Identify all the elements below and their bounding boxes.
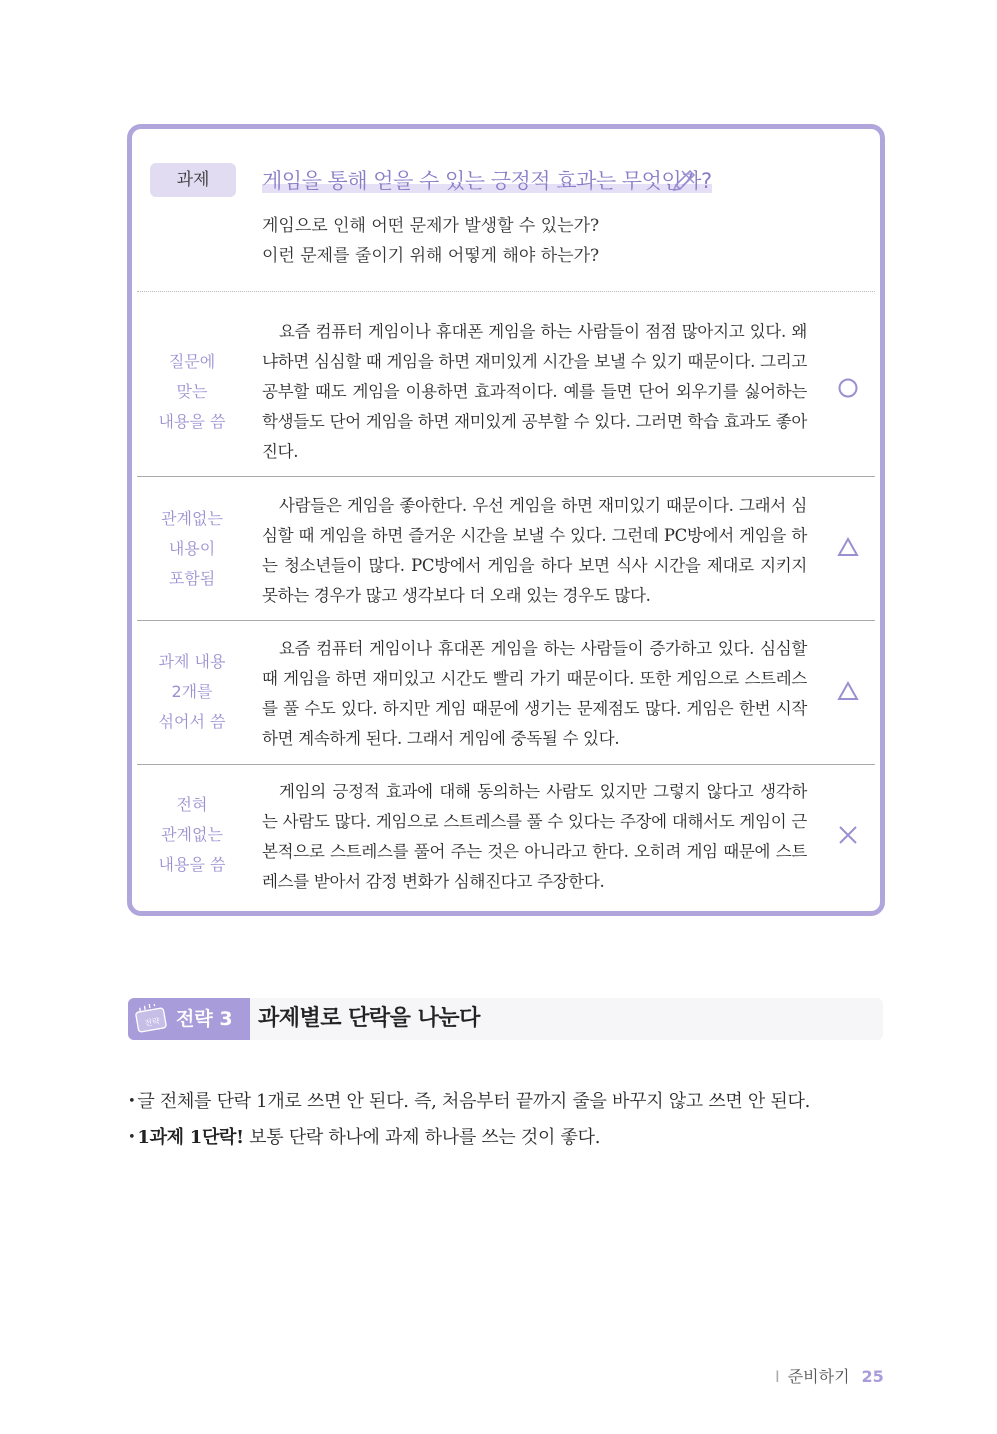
strategy-label: 전략 3 [176, 1008, 233, 1030]
example-paragraph-text: 사람들은 게임을 좋아한다. 우선 게임을 하면 재미있기 때문이다. 그래서 심심할 때 게임을 하면 즐거운 시간을 보낼 수 있다. 그런데 PC방에서 게임을 하는 청소년들이 많다. PC방에서 게임을 하다 보면 식사 시간을 제대로 지키지 못하는 경우가 많고 생각보다 더 오래 있는 경우도 많다. [262, 496, 807, 605]
pen-icon [672, 165, 698, 191]
row-label-line: 내용을 씀 [158, 855, 226, 874]
example-paragraph [262, 634, 807, 754]
row-label-line: 내용을 씀 [158, 412, 226, 431]
task-example-box [127, 124, 885, 916]
task-title [262, 165, 712, 195]
row-label-line: 관계없는 [161, 509, 223, 528]
row-label-line: 섞어서 씀 [158, 712, 226, 731]
row-label [146, 504, 238, 594]
row-label-line: 포함됨 [168, 569, 216, 588]
bullet-emphasis: 1과제 1단락! [137, 1127, 244, 1148]
row-label-line: 질문에 [168, 352, 216, 371]
row-divider [137, 620, 875, 621]
bullet-item [128, 1120, 868, 1156]
bullet-list [128, 1084, 868, 1156]
row-label-line: 내용이 [168, 539, 216, 558]
row-label-line: 2개를 [171, 682, 213, 701]
example-paragraph-text: 게임의 긍정적 효과에 대해 동의하는 사람도 있지만 그렇지 않다고 생각하는 사람도 많다. 게임으로 스트레스를 풀 수 있다는 주장에 대해서도 게임이 근본적으로 스트레스를 풀어 주는 것은 아니라고 한다. 오히려 게임 때문에 스트레스를 받아서 감정 변화가 심해진다고 주장한다. [262, 782, 807, 891]
bullet-text: 글 전체를 단락 1개로 쓰면 안 된다. 즉, 처음부터 끝까지 줄을 바꾸지 않고 쓰면 안 된다. [137, 1091, 811, 1112]
row-divider [137, 764, 875, 765]
task-title-text: 게임을 통해 얻을 수 있는 긍정적 효과는 무엇인가? [262, 169, 712, 193]
example-paragraph [262, 777, 807, 897]
page-footer [775, 1364, 884, 1387]
task-subquestion-1: 게임으로 인해 어떤 문제가 발생할 수 있는가? [262, 216, 600, 236]
task-badge: 과제 [150, 163, 236, 197]
x-mark [835, 824, 861, 850]
notebook-icon-text: 전략 [143, 1016, 161, 1029]
bullet-dot: • [128, 1130, 136, 1145]
row-label-line: 과제 내용 [158, 652, 226, 671]
circle-mark [835, 377, 861, 403]
row-label-line: 관계없는 [161, 825, 223, 844]
strategy-header [128, 998, 883, 1040]
bullet-text: 보통 단락 하나에 과제 하나를 쓰는 것이 좋다. [243, 1127, 601, 1148]
row-label [146, 647, 238, 737]
bullet-dot: • [128, 1094, 136, 1109]
row-label-line: 전혀 [176, 795, 208, 814]
footer-chapter: 준비하기 [787, 1367, 850, 1386]
row-label-line: 맞는 [176, 382, 208, 401]
footer-section: I [775, 1367, 780, 1386]
example-paragraph [262, 491, 807, 611]
triangle-mark [835, 680, 861, 706]
divider-dotted [137, 291, 875, 292]
row-label [146, 347, 238, 437]
notebook-icon [134, 1004, 170, 1034]
strategy-tag [128, 998, 250, 1040]
example-paragraph-text: 요즘 컴퓨터 게임이나 휴대폰 게임을 하는 사람들이 증가하고 있다. 심심할 때 게임을 하면 재미있고 시간도 빨리 가기 때문이다. 또한 게임으로 스트레스를 풀 수도 있다. 하지만 게임 때문에 생기는 문제점도 많다. 게임은 한번 시작하면 계속하게 된다. 그래서 게임에 중독될 수 있다. [262, 639, 807, 748]
task-subquestions [262, 211, 599, 271]
task-subquestion-2: 이런 문제를 줄이기 위해 어떻게 해야 하는가? [262, 246, 600, 266]
row-divider [137, 476, 875, 477]
strategy-title: 과제별로 단락을 나눈다 [258, 1006, 480, 1031]
bullet-item [128, 1084, 868, 1120]
triangle-mark [835, 536, 861, 562]
example-paragraph-text: 요즘 컴퓨터 게임이나 휴대폰 게임을 하는 사람들이 점점 많아지고 있다. 왜냐하면 심심할 때 게임을 하면 재미있게 시간을 보낼 수 있기 때문이다. 그리고 공부할 때도 게임을 이용하면 효과적이다. 예를 들면 단어 외우기를 싫어하는 학생들도 단어 게임을 하면 재미있게 공부할 수 있다. 그러면 학습 효과도 좋아진다. [262, 322, 807, 461]
row-label [146, 790, 238, 880]
page-number: 25 [861, 1367, 884, 1386]
example-paragraph [262, 317, 807, 467]
